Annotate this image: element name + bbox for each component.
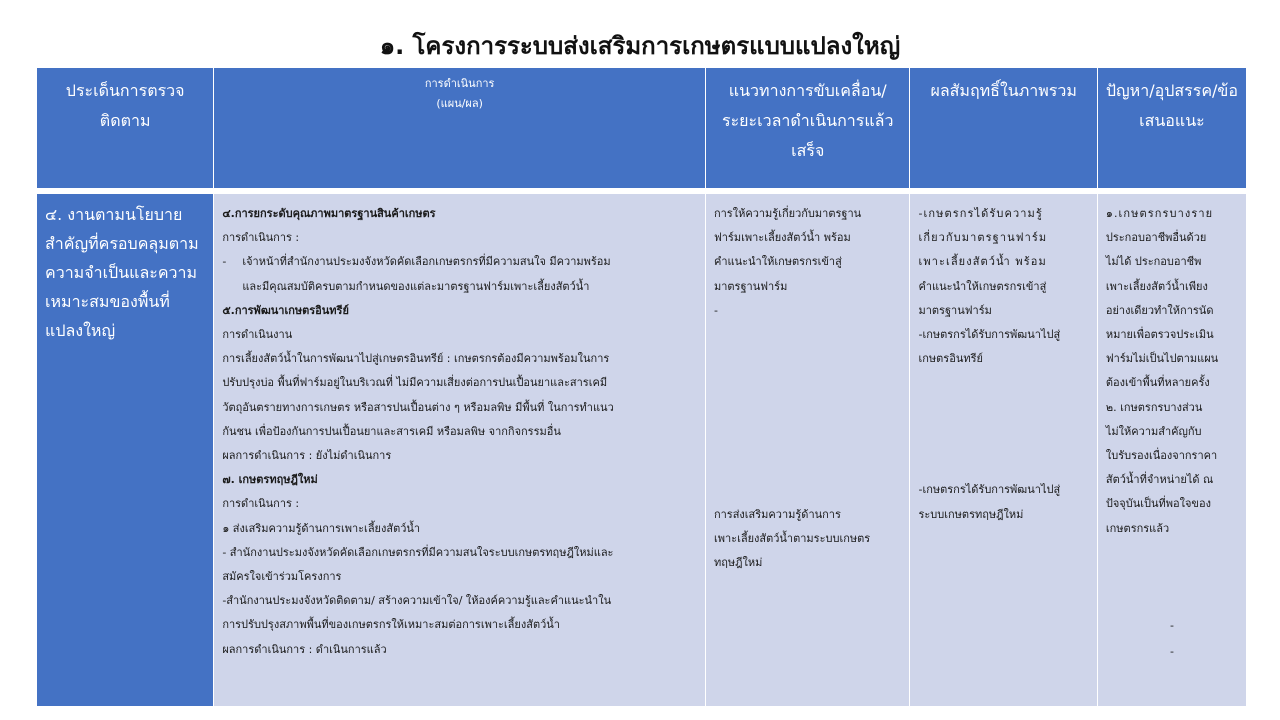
spacer xyxy=(1106,541,1238,613)
text-line: ประกอบอาชีพอื่นด้วย xyxy=(1105,231,1207,245)
page-title: ๑. โครงการระบบส่งเสริมการเกษตรแบบแปลงใหญ่ xyxy=(379,32,901,60)
text-line xyxy=(222,250,697,274)
header-operations-sub: (แผน/ผล) xyxy=(436,97,483,110)
text-line: เพาะเลี้ยงสัตว์น้ำตามระบบเกษตร xyxy=(713,532,871,546)
results-cell xyxy=(910,194,1097,707)
text-line-content: เจ้าหน้าที่สำนักงานประมงจังหวัดคัดเลือกเกษตรกรที่มีความสนใจ มีความพร้อม xyxy=(242,255,611,269)
text-line: ไม่ให้ความสำคัญกับ xyxy=(1105,424,1202,438)
header-problems: ปัญหา/อุปสรรค/ข้อเสนอแนะ xyxy=(1097,68,1246,189)
text-line: -เกษตรกรได้รับการพัฒนาไปสู่ xyxy=(918,328,1061,342)
text-line: มาตรฐานฟาร์ม xyxy=(918,303,992,317)
text-line: กันชน เพื่อป้องกันการปนเปื้อนยาและสารเคมี หรือมลพิษ จากกิจกรรมอื่น xyxy=(222,424,561,438)
text-line: -เกษตรกรได้รับความรู้ xyxy=(918,207,1043,220)
text-line: สัตว์น้ำที่จำหน่ายได้ ณ xyxy=(1105,473,1214,487)
header-approach: แนวทางการขับเคลื่อน/ระยะเวลาดำเนินการแล้วเสร็จ xyxy=(705,68,910,189)
text-line: ๑.เกษตรกรบางราย xyxy=(1105,207,1214,220)
text-line: การดำเนินการ : xyxy=(222,231,300,245)
text-line: -สำนักงานประมงจังหวัดติดตาม/ สร้างความเข้าใจ/ ให้องค์ความรู้และคำแนะนำใน xyxy=(222,594,612,608)
text-line: อย่างเดียวทำให้การนัด xyxy=(1105,303,1214,317)
dash-bullet: - xyxy=(222,255,227,269)
text-line: เพาะเลี้ยงสัตว์น้ำ พร้อม xyxy=(918,255,1047,269)
text-line: ปรับปรุงบ่อ พื้นที่ฟาร์มอยู่ในบริเวณที่ ไม่มีความเสี่ยงต่อการปนเปื้อนยาและสารเคมี xyxy=(222,376,608,390)
header-operations xyxy=(214,68,706,189)
problems-cell xyxy=(1097,194,1246,707)
text-line: มาตรฐานฟาร์ม xyxy=(713,279,788,293)
text-line: คำแนะนำให้เกษตรกรเข้าสู่ xyxy=(713,255,842,269)
issue-cell: ๔. งานตามนโยบายสำคัญที่ครอบคลุมตามความจำเป็นและความเหมาะสมของพื้นที่แปลงใหญ่ xyxy=(37,194,214,707)
text-line: ๑ ส่งเสริมความรู้ด้านการเพาะเลี้ยงสัตว์น้ำ xyxy=(222,521,421,535)
operations-cell xyxy=(214,194,706,707)
text-line: และมีคุณสมบัติครบตามกำหนดของแต่ละมาตรฐานฟาร์มเพาะเลี้ยงสัตว์น้ำ xyxy=(242,279,590,293)
text-line: ระบบเกษตรทฤษฎีใหม่ xyxy=(918,507,1024,521)
section-5-title: ๕.การพัฒนาเกษตรอินทรีย์ xyxy=(222,303,349,317)
header-results: ผลสัมฤทธิ์ในภาพรวม xyxy=(910,68,1097,189)
text-line: ฟาร์มไม่เป็นไปตามแผน xyxy=(1105,352,1219,366)
approach-cell xyxy=(705,194,910,707)
text-line: การให้ความรู้เกี่ยวกับมาตรฐาน xyxy=(713,207,862,220)
table-row xyxy=(37,194,1247,707)
text-line: ผลการดำเนินการ : ยังไม่ดำเนินการ xyxy=(222,449,392,463)
text-line: ปัจจุบันเป็นที่พอใจของ xyxy=(1105,497,1211,511)
header-operations-label: การดำเนินการ xyxy=(424,77,495,90)
dash-mark: - xyxy=(1169,644,1174,658)
text-line: ทฤษฎีใหม่ xyxy=(713,556,763,570)
text-line: ๒. เกษตรกรบางส่วน xyxy=(1105,400,1203,414)
monitoring-table xyxy=(36,67,1247,707)
text-line: เพาะเลี้ยงสัตว์น้ำเพียง xyxy=(1105,279,1208,293)
dash-mark: - xyxy=(1169,618,1174,632)
spacer xyxy=(918,371,1088,478)
text-line: เกษตรกรแล้ว xyxy=(1105,521,1170,535)
text-line: ใบรับรองเนื่องจากราคา xyxy=(1105,449,1218,463)
text-line: การดำเนินงาน xyxy=(222,328,293,342)
text-line: การดำเนินการ : xyxy=(222,497,300,511)
section-4-title: ๔.การยกระดับคุณภาพมาตรฐานสินค้าเกษตร xyxy=(222,207,436,220)
text-line: ไม่ได้ ประกอบอาชีพ xyxy=(1105,255,1202,269)
text-line: การเลี้ยงสัตว์น้ำในการพัฒนาไปสู่เกษตรอินทรีย์ : เกษตรกรต้องมีความพร้อมในการ xyxy=(222,352,610,366)
text-line: เกษตรอินทรีย์ xyxy=(918,352,983,366)
text-line: สมัครใจเข้าร่วมโครงการ xyxy=(222,570,342,584)
text-line: หมายเพื่อตรวจประเมิน xyxy=(1105,328,1214,342)
text-line: ฟาร์มเพาะเลี้ยงสัตว์น้ำ พร้อม xyxy=(713,231,851,245)
text-line: เกี่ยวกับมาตรฐานฟาร์ม xyxy=(918,231,1048,245)
text-line: - สำนักงานประมงจังหวัดคัดเลือกเกษตรกรที่มีความสนใจระบบเกษตรทฤษฎีใหม่และ xyxy=(222,545,614,559)
text-line: การปรับปรุงสภาพพื้นที่ของเกษตรกรให้เหมาะสมต่อการเพาะเลี้ยงสัตว์น้ำ xyxy=(222,618,560,632)
header-issue: ประเด็นการตรวจติดตาม xyxy=(37,68,214,189)
text-line: ผลการดำเนินการ : ดำเนินการแล้ว xyxy=(222,642,387,656)
text-line: วัตถุอันตรายทางการเกษตร หรือสารปนเปื้อนต่าง ๆ หรือมลพิษ มีพื้นที่ ในการทำแนว xyxy=(222,400,614,414)
text-line: - xyxy=(713,303,718,317)
header-row xyxy=(37,68,1247,189)
spacer xyxy=(714,323,902,503)
text-line: คำแนะนำให้เกษตรกรเข้าสู่ xyxy=(918,279,1047,293)
text-line: การส่งเสริมความรู้ด้านการ xyxy=(713,508,841,522)
section-7-title: ๗. เกษตรทฤษฎีใหม่ xyxy=(222,473,318,487)
text-line: -เกษตรกรได้รับการพัฒนาไปสู่ xyxy=(918,483,1061,497)
text-line: ต้องเข้าพื้นที่หลายครั้ง xyxy=(1105,376,1210,390)
